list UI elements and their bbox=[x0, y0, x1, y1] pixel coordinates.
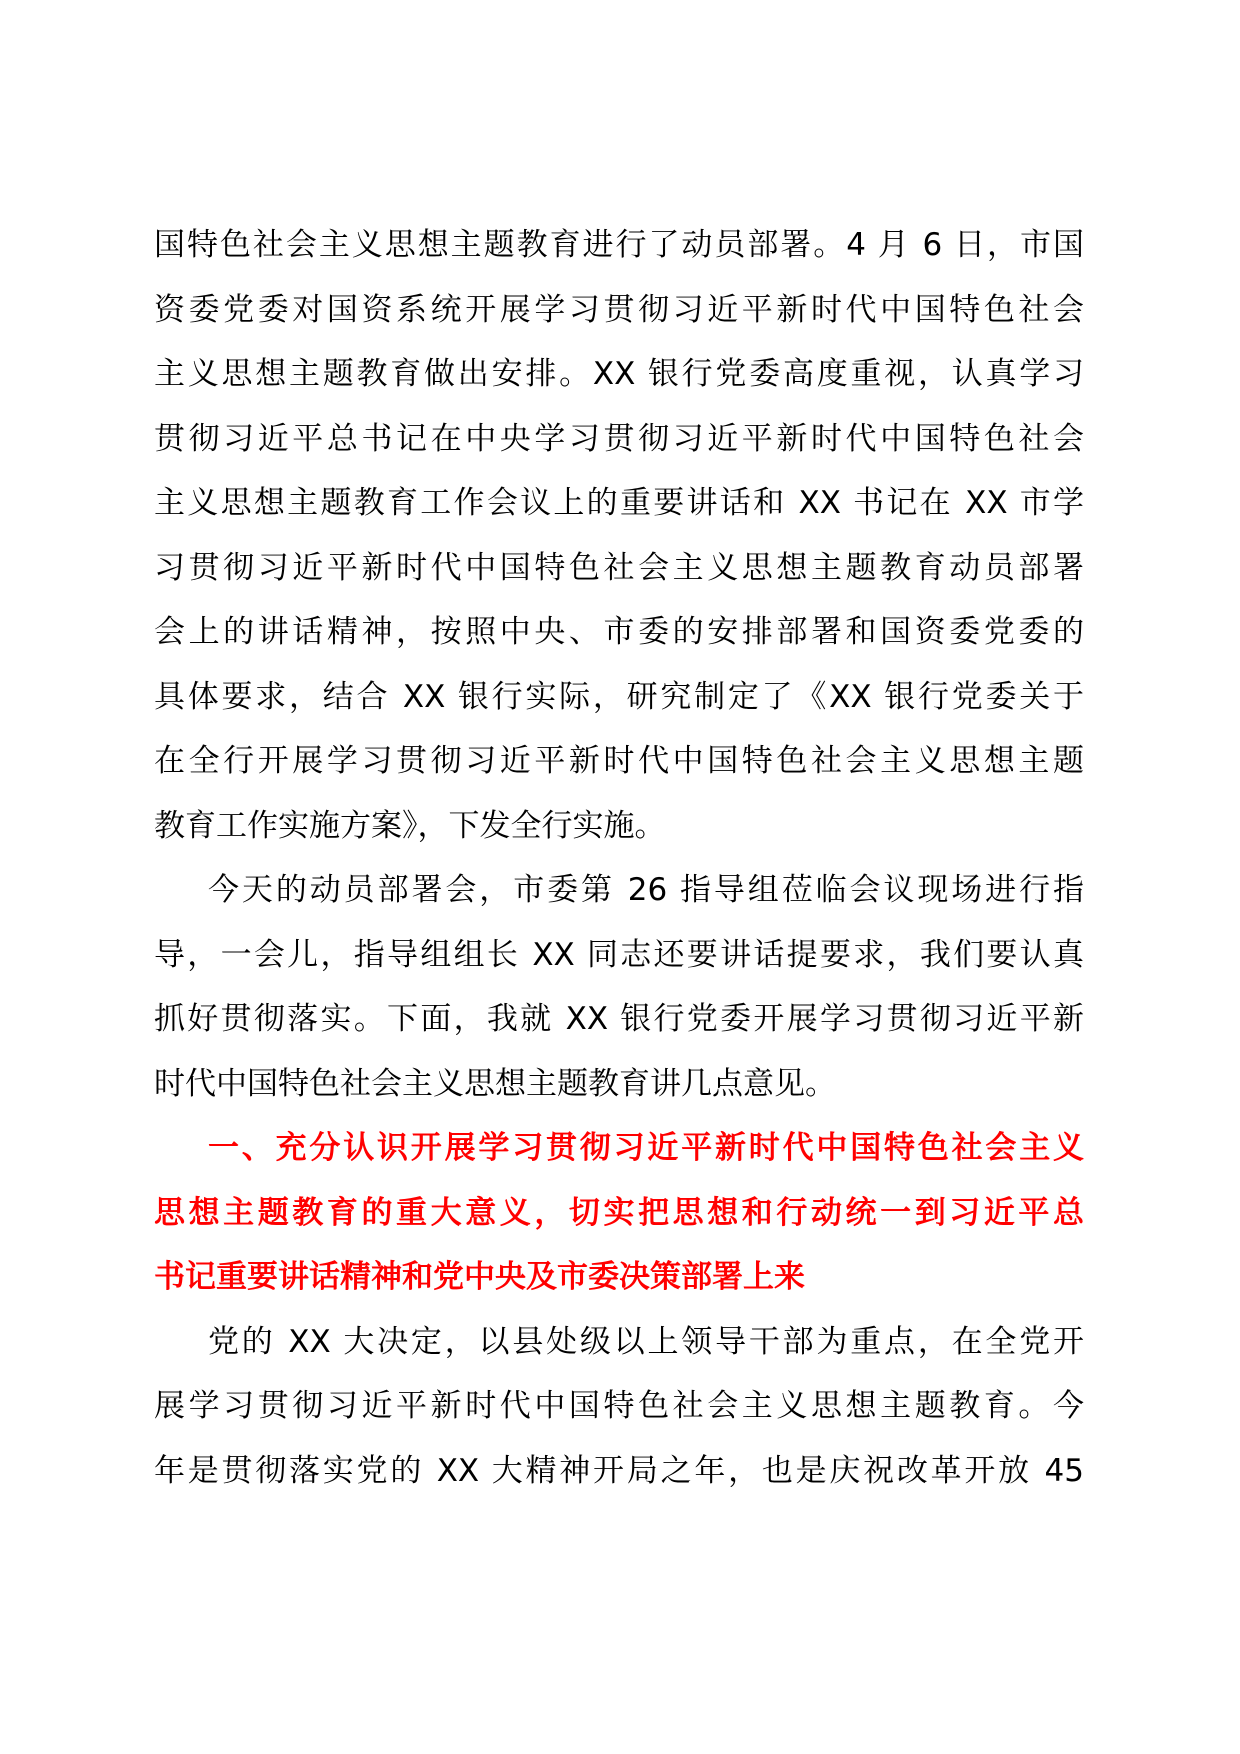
paragraph-1 bbox=[154, 213, 1084, 858]
paragraph-line: 抓好贯彻落实。下面，我就 XX 银行党委开展学习贯彻习近平新 bbox=[154, 1001, 1084, 1037]
paragraph-line: 年是贯彻落实党的 XX 大精神开局之年，也是庆祝改革开放 45 bbox=[154, 1452, 1084, 1489]
paragraph-line: 习贯彻习近平新时代中国特色社会主义思想主题教育动员部署 bbox=[154, 549, 1084, 586]
paragraph-line: 资委党委对国资系统开展学习贯彻习近平新时代中国特色社会 bbox=[154, 291, 1084, 328]
paragraph-line: 贯彻习近平总书记在中央学习贯彻习近平新时代中国特色社会 bbox=[154, 420, 1084, 457]
paragraph-line: 具体要求，结合 XX 银行实际，研究制定了《XX 银行党委关于 bbox=[154, 678, 1084, 715]
paragraph-line: 时代中国特色社会主义思想主题教育讲几点意见。 bbox=[154, 1065, 836, 1102]
paragraph-line: 主义思想主题教育做出安排。XX 银行党委高度重视，认真学习 bbox=[154, 356, 1084, 392]
paragraph-3 bbox=[154, 1310, 1084, 1504]
document-body bbox=[154, 213, 1084, 1503]
paragraph-2 bbox=[154, 858, 1084, 1116]
paragraph-line: 会上的讲话精神，按照中央、市委的安排部署和国资委党委的 bbox=[154, 614, 1084, 650]
heading-line: 一、充分认识开展学习贯彻习近平新时代中国特色社会主义 bbox=[208, 1130, 1084, 1166]
paragraph-line: 在全行开展学习贯彻习近平新时代中国特色社会主义思想主题 bbox=[154, 743, 1084, 779]
paragraph-line: 教育工作实施方案》，下发全行实施。 bbox=[154, 807, 666, 844]
paragraph-line: 今天的动员部署会，市委第 26 指导组莅临会议现场进行指 bbox=[208, 872, 1084, 908]
paragraph-line: 展学习贯彻习近平新时代中国特色社会主义思想主题教育。今 bbox=[154, 1388, 1084, 1424]
section-heading bbox=[154, 1116, 1084, 1310]
heading-line: 书记重要讲话精神和党中央及市委决策部署上来 bbox=[154, 1259, 805, 1295]
paragraph-line: 党的 XX 大决定，以县处级以上领导干部为重点，在全党开 bbox=[208, 1323, 1084, 1360]
heading-line: 思想主题教育的重大意义，切实把思想和行动统一到习近平总 bbox=[154, 1194, 1084, 1231]
paragraph-line: 导，一会儿，指导组组长 XX 同志还要讲话提要求，我们要认真 bbox=[154, 936, 1084, 973]
paragraph-line: 主义思想主题教育工作会议上的重要讲话和 XX 书记在 XX 市学 bbox=[154, 485, 1084, 521]
paragraph-line: 国特色社会主义思想主题教育进行了动员部署。4 月 6 日，市国 bbox=[154, 227, 1084, 263]
